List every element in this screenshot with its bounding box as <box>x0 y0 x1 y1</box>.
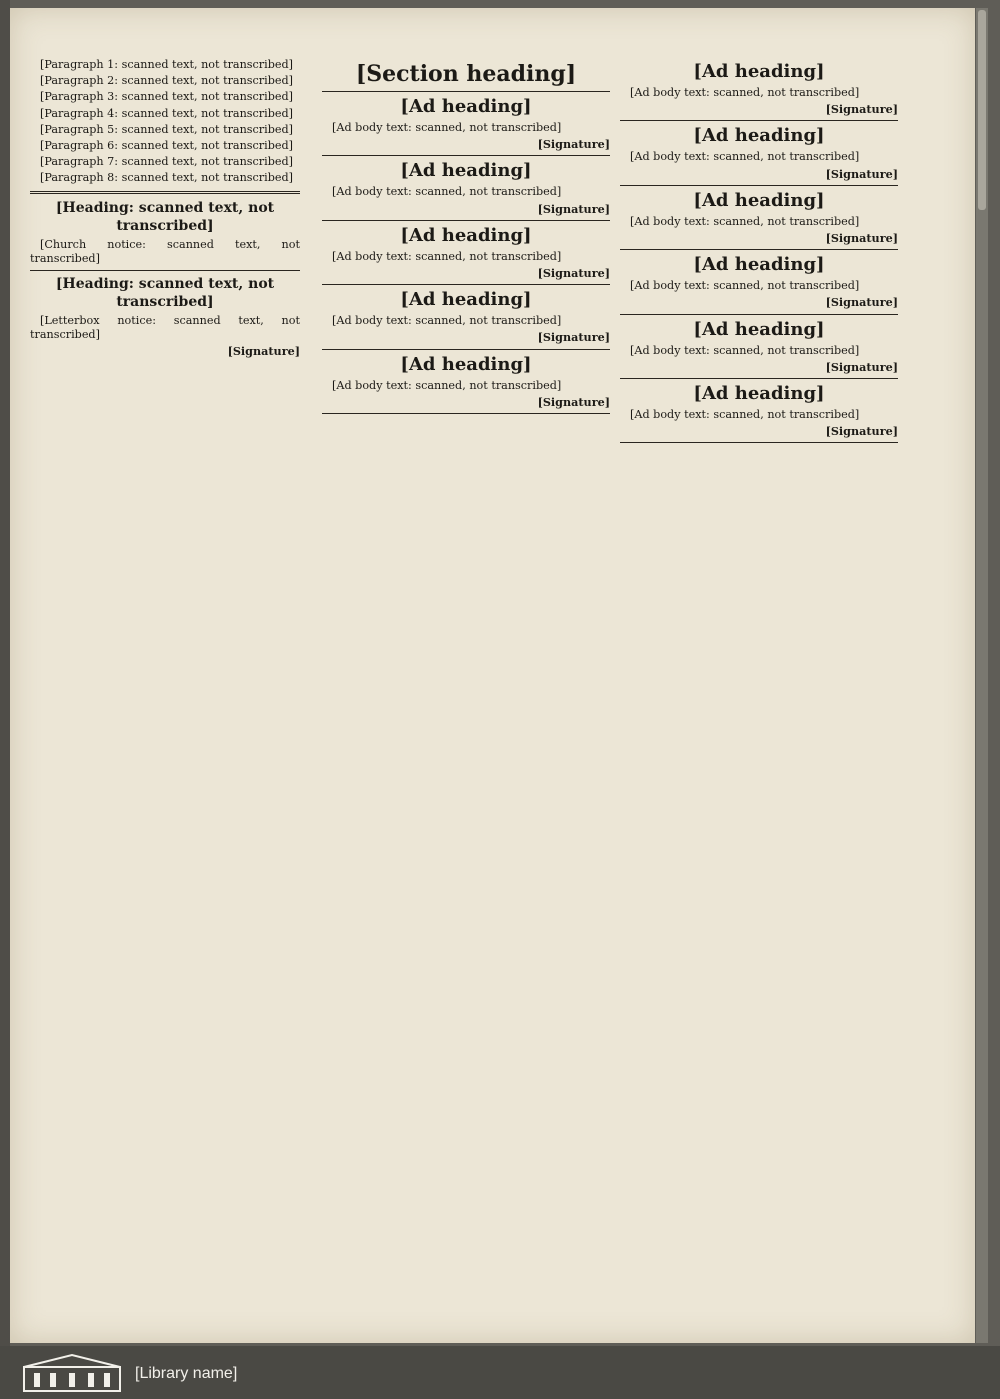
ad-block <box>620 319 898 379</box>
story-paragraph: [Paragraph 6: scanned text, not transcribed] <box>40 139 294 153</box>
newspaper-page <box>10 8 975 1343</box>
library-building-icon <box>22 1353 122 1393</box>
story-paragraph: [Paragraph 8: scanned text, not transcribed] <box>40 171 294 185</box>
letter-text: [Letterbox notice: scanned text, not transcribed] <box>30 314 300 342</box>
ad-block <box>322 354 610 414</box>
ad-signature: [Signature] <box>537 330 610 345</box>
ad-title: [Ad heading] <box>693 61 825 82</box>
ad-signature: [Signature] <box>825 295 898 310</box>
ad-title: [Ad heading] <box>693 189 825 211</box>
divider <box>30 191 300 194</box>
ad-block <box>620 383 898 443</box>
ad-signature: [Signature] <box>537 266 610 281</box>
divider <box>322 349 610 350</box>
ad-signature: [Signature] <box>825 424 898 439</box>
ad-block <box>322 96 610 156</box>
divider <box>322 284 610 285</box>
ad-text: [Ad body text: scanned, not transcribed] <box>332 314 562 328</box>
ad-title: [Ad heading] <box>400 224 532 246</box>
ad-signature: [Signature] <box>825 166 898 181</box>
ad-signature: [Signature] <box>537 394 610 409</box>
story <box>30 58 300 186</box>
story-paragraph: [Paragraph 3: scanned text, not transcribed] <box>40 90 294 104</box>
divider <box>322 413 610 414</box>
ad-block <box>322 160 610 220</box>
ad-text: [Ad body text: scanned, not transcribed] <box>630 214 860 228</box>
story-paragraph: [Paragraph 4: scanned text, not transcribed] <box>40 106 294 120</box>
ad-text: [Ad body text: scanned, not transcribed] <box>332 121 562 134</box>
library-name[interactable]: [Library name] <box>135 1365 238 1382</box>
divider <box>620 249 898 250</box>
left-column <box>30 58 300 359</box>
ad-signature: [Signature] <box>825 359 898 374</box>
ad-block <box>322 225 610 285</box>
ad-block <box>620 61 898 121</box>
story-paragraph: [Paragraph 7: scanned text, not transcribed] <box>40 155 294 169</box>
ad-block <box>322 289 610 349</box>
ad-text: [Ad body text: scanned, not transcribed] <box>630 279 860 293</box>
ads-middle <box>322 96 610 414</box>
ad-text: [Ad body text: scanned, not transcribed] <box>332 378 562 392</box>
ad-text: [Ad body text: scanned, not transcribed] <box>630 150 860 164</box>
ad-text: [Ad body text: scanned, not transcribed] <box>332 185 562 199</box>
divider <box>322 220 610 221</box>
church-title: [Heading: scanned text, not transcribed] <box>55 199 275 234</box>
story-paragraph: [Paragraph 2: scanned text, not transcribed] <box>40 74 294 88</box>
right-column <box>620 58 898 447</box>
ad-title: [Ad heading] <box>693 318 825 340</box>
divider <box>322 91 610 92</box>
divider <box>620 185 898 186</box>
ad-text: [Ad body text: scanned, not transcribed] <box>630 343 860 357</box>
ad-title: [Ad heading] <box>400 96 532 117</box>
divider <box>30 270 300 271</box>
ad-text: [Ad body text: scanned, not transcribed] <box>630 408 860 422</box>
scrollbar-thumb[interactable] <box>978 10 986 210</box>
divider <box>620 314 898 315</box>
ad-signature: [Signature] <box>825 231 898 246</box>
ad-signature: [Signature] <box>537 137 610 152</box>
middle-column <box>322 58 610 418</box>
letter-signature: [Signature] <box>227 344 300 359</box>
ad-title: [Ad heading] <box>693 254 825 276</box>
left-gutter <box>0 0 10 1399</box>
ad-block <box>620 254 898 314</box>
ad-title: [Ad heading] <box>693 383 825 405</box>
church-text: [Church notice: scanned text, not transcribed] <box>30 237 300 265</box>
divider <box>620 378 898 379</box>
ad-text: [Ad body text: scanned, not transcribed] <box>332 249 562 263</box>
ad-title: [Ad heading] <box>693 125 825 147</box>
section-heading: [Section heading] <box>355 61 577 87</box>
ad-title: [Ad heading] <box>400 160 532 182</box>
divider <box>620 442 898 443</box>
ad-text: [Ad body text: scanned, not transcribed] <box>630 86 860 99</box>
ad-title: [Ad heading] <box>400 353 532 375</box>
ad-block <box>620 125 898 185</box>
ads-right <box>620 61 898 443</box>
ad-block <box>620 190 898 250</box>
ad-signature: [Signature] <box>825 102 898 117</box>
story-paragraph: [Paragraph 1: scanned text, not transcribed] <box>40 58 294 71</box>
scrollbar[interactable] <box>976 8 988 1343</box>
divider <box>620 120 898 121</box>
divider <box>322 155 610 156</box>
story-paragraph: [Paragraph 5: scanned text, not transcribed] <box>40 122 294 136</box>
letter-title: [Heading: scanned text, not transcribed] <box>55 276 275 311</box>
ad-title: [Ad heading] <box>400 289 532 311</box>
ad-signature: [Signature] <box>537 201 610 216</box>
